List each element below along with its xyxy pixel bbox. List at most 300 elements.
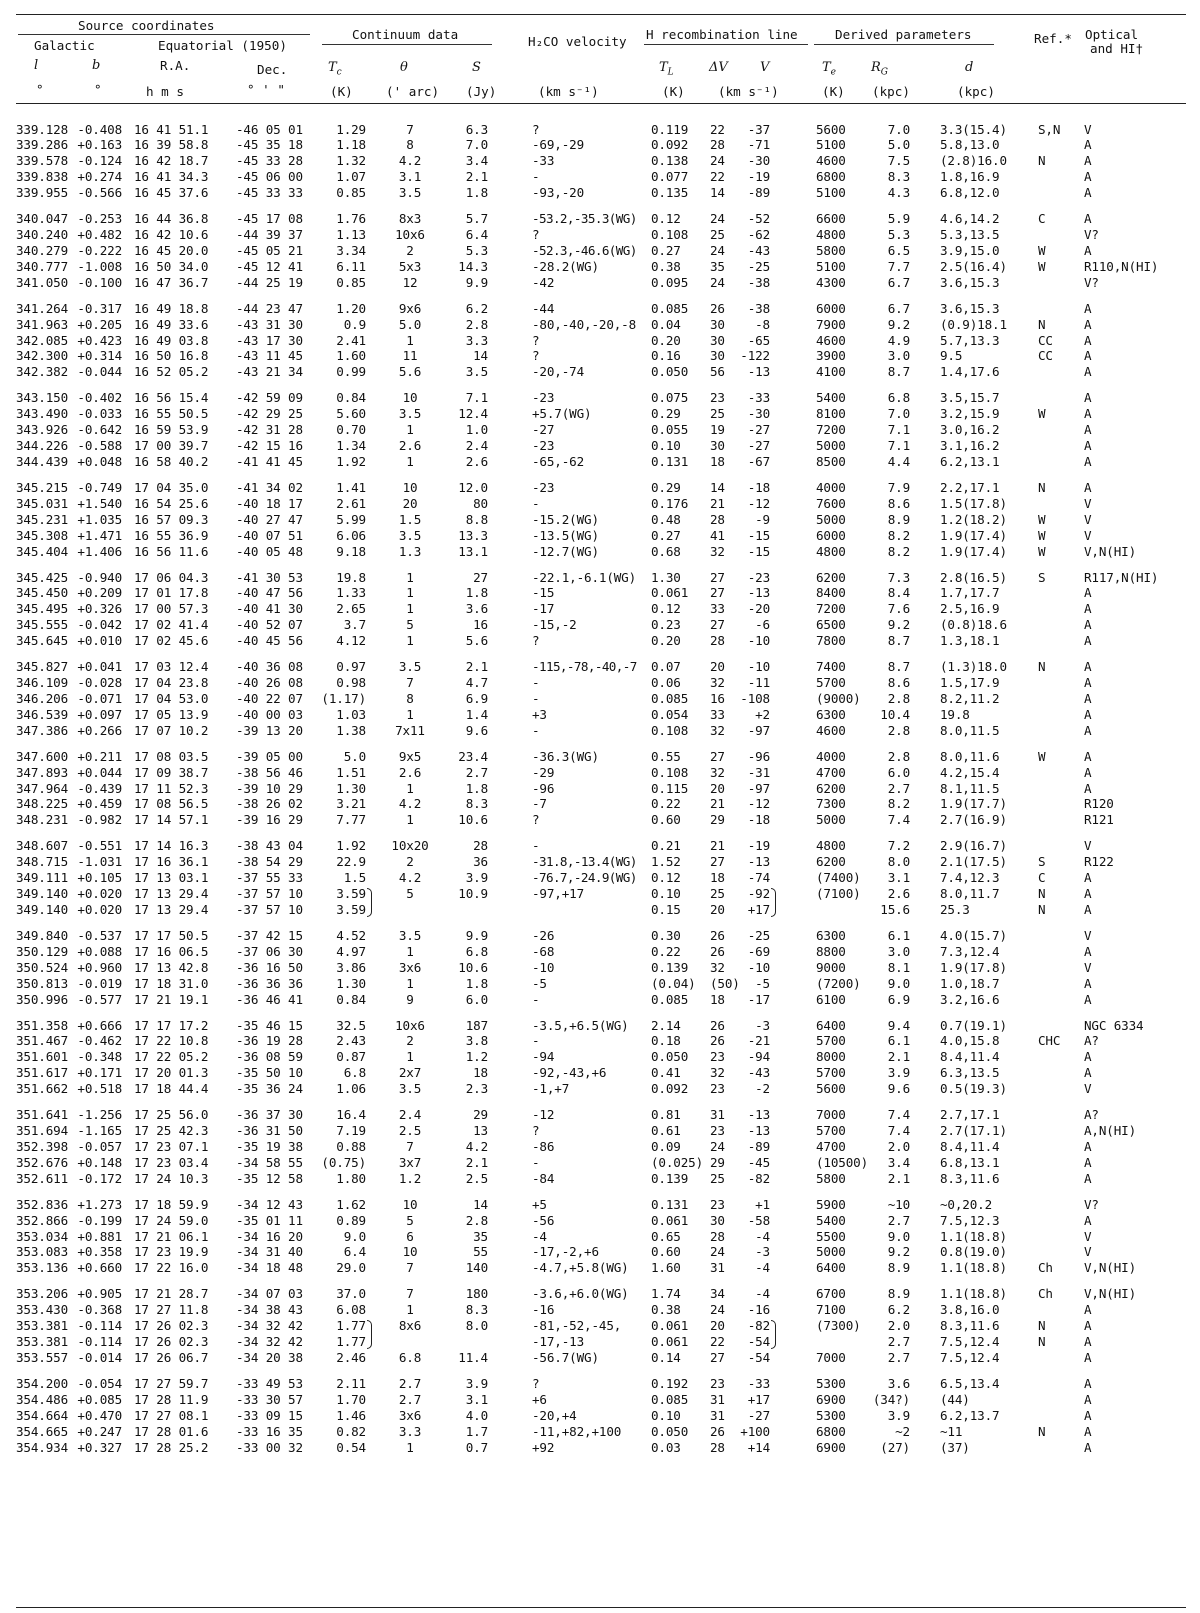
cell-optical: A: [1084, 780, 1092, 796]
cell-ra: 17 22 05.2: [134, 1049, 209, 1065]
cell-b: +0.171: [77, 1065, 122, 1081]
header-symbol-dv-main: ΔV: [709, 60, 728, 75]
cell-l: 343.490: [16, 406, 69, 422]
cell-l: 349.140: [16, 901, 69, 917]
cell-v: -31: [747, 764, 770, 780]
cell-dv: 26: [710, 1033, 725, 1049]
cell-dv: 41: [710, 527, 725, 543]
cell-ref: W: [1038, 242, 1046, 258]
cell-theta: 3.5: [398, 1081, 422, 1097]
cell-rg: 6.1: [887, 1033, 910, 1049]
cell-h2co: -97,+17: [532, 886, 585, 901]
cell-v: -10: [747, 633, 770, 649]
cell-te: 5600: [816, 1081, 846, 1097]
cell-rg: 2.8: [887, 722, 910, 738]
header-symbol-theta-main: θ: [400, 60, 408, 75]
cell-tl: 1.74: [651, 1286, 681, 1302]
cell-tc: 0.97: [336, 659, 366, 675]
cell-h2co: -86: [532, 1138, 555, 1154]
cell-optical: A: [1084, 1407, 1092, 1423]
cell-rg: ~2: [895, 1423, 910, 1439]
cell-dec: -42 29 25: [236, 406, 303, 422]
cell-tl: 0.119: [651, 121, 689, 137]
cell-rg: 2.8: [887, 748, 910, 764]
cell-rg: 9.2: [887, 617, 910, 633]
cell-dv: 30: [710, 316, 725, 332]
cell-dec: -43 21 34: [236, 364, 303, 380]
cell-dv: 34: [710, 1286, 725, 1302]
cell-v: -97: [747, 780, 770, 796]
cell-s: 6.3: [465, 121, 488, 137]
cell-h2co: +92: [532, 1439, 555, 1455]
cell-h2co: -20,+4: [532, 1407, 577, 1423]
cell-theta: 5: [406, 617, 414, 633]
cell-dec: -36 46 41: [236, 991, 303, 1007]
cell-tc: 9.18: [336, 543, 366, 559]
cell-rg: 5.9: [887, 211, 910, 227]
header-symbol-tc-main: T: [328, 60, 337, 75]
cell-theta: 5.6: [398, 364, 422, 380]
header-symbol-b-main: b: [92, 58, 101, 73]
cell-b: -1.256: [77, 1107, 122, 1123]
cell-tl: 0.108: [651, 722, 689, 738]
cell-te: 6000: [816, 300, 846, 316]
cell-d: 4.0,15.8: [940, 1033, 1000, 1049]
cell-h2co: -17,-2,+6: [532, 1244, 599, 1260]
cell-theta: 3.5: [398, 185, 422, 201]
cell-dec: -40 41 30: [236, 601, 303, 617]
cell-s: 10.6: [458, 959, 488, 975]
cell-l: 339.955: [16, 185, 69, 201]
cell-theta: 9x6: [398, 300, 422, 316]
cell-rg: 2.1: [887, 1170, 910, 1186]
cell-h2co: -: [532, 722, 540, 738]
cell-tl: 0.050: [651, 1423, 689, 1439]
cell-l: 353.206: [16, 1286, 69, 1302]
cell-optical: A: [1084, 975, 1092, 991]
cell-l: 354.934: [16, 1439, 69, 1455]
cell-rg: 8.1: [887, 959, 910, 975]
cell-ra: 16 47 36.7: [134, 274, 209, 290]
cell-rg: 7.0: [887, 121, 910, 137]
cell-d: 1.7,17.7: [940, 585, 1000, 601]
cell-ra: 16 50 16.8: [134, 348, 209, 364]
cell-s: 29: [473, 1107, 488, 1123]
cell-theta: 1: [406, 569, 414, 585]
header-symbol-l: [34, 58, 38, 73]
cell-theta: 5x3: [398, 258, 422, 274]
cell-s: 3.8: [465, 1033, 488, 1049]
cell-d: 3.5,15.7: [940, 390, 1000, 406]
cell-tl: 0.81: [651, 1107, 681, 1123]
cell-b: -0.749: [77, 479, 122, 495]
cell-s: 2.8: [465, 316, 488, 332]
cell-b: -0.402: [77, 390, 122, 406]
cell-s: 2.6: [465, 453, 488, 469]
cell-l: 352.398: [16, 1138, 69, 1154]
cell-s: 7.0: [465, 137, 488, 153]
cell-l: 345.031: [16, 495, 69, 511]
cell-l: 341.050: [16, 274, 69, 290]
cell-l: 350.813: [16, 975, 69, 991]
cell-dv: 31: [710, 1107, 725, 1123]
cell-tl: 0.077: [651, 169, 689, 185]
cell-optical: A: [1084, 886, 1092, 901]
cell-ra: 17 22 16.0: [134, 1260, 209, 1276]
cell-tl: 2.14: [651, 1017, 681, 1033]
underline-continuum: [322, 44, 492, 45]
underline-derived: [814, 44, 994, 45]
cell-v: -4: [755, 1228, 770, 1244]
cell-tl: 0.20: [651, 332, 681, 348]
cell-ref: S: [1038, 854, 1046, 870]
cell-rg: 4.4: [887, 453, 910, 469]
cell-d: 5.3,13.5: [940, 227, 1000, 242]
cell-rg: 7.4: [887, 812, 910, 828]
cell-b: +0.247: [77, 1423, 122, 1439]
cell-ra: 17 26 06.7: [134, 1349, 209, 1365]
cell-dec: -43 17 30: [236, 332, 303, 348]
cell-ra: 17 13 03.1: [134, 870, 209, 886]
cell-optical: V: [1084, 1244, 1092, 1260]
cell-b: +0.105: [77, 870, 122, 886]
cell-theta: 5: [406, 1212, 414, 1228]
cell-optical: A: [1084, 453, 1092, 469]
cell-ra: 16 42 18.7: [134, 153, 209, 169]
cell-b: -0.199: [77, 1212, 122, 1228]
cell-te: 3900: [816, 348, 846, 364]
cell-s: 8.3: [465, 796, 488, 812]
cell-dv: 18: [710, 870, 725, 886]
cell-d: 1.5(17.8): [940, 495, 1007, 511]
cell-v: -37: [747, 121, 770, 137]
cell-te: 6900: [816, 1439, 846, 1455]
cell-te: 6600: [816, 211, 846, 227]
cell-s: 2.7: [465, 764, 488, 780]
cell-te: 8800: [816, 943, 846, 959]
cell-v: -52: [747, 211, 770, 227]
cell-l: 340.240: [16, 227, 69, 242]
cell-dv: 23: [710, 390, 725, 406]
cell-optical: A: [1084, 901, 1092, 917]
cell-tc: 1.80: [336, 1170, 366, 1186]
cell-optical: A: [1084, 675, 1092, 690]
cell-tc: 1.60: [336, 348, 366, 364]
cell-theta: 2.7: [398, 1391, 422, 1407]
cell-h2co: -42: [532, 274, 555, 290]
cell-rg: 2.8: [887, 690, 910, 706]
cell-optical: A: [1084, 169, 1092, 185]
cell-theta: 8x6: [398, 1318, 422, 1334]
cell-dec: -45 33 28: [236, 153, 303, 169]
cell-ra: 17 27 11.8: [134, 1302, 209, 1318]
cell-dv: 30: [710, 438, 725, 453]
cell-d: 2.7,17.1: [940, 1107, 1000, 1123]
cell-ref: CC: [1038, 348, 1053, 364]
cell-optical: NGC 6334: [1084, 1017, 1144, 1033]
cell-v: -13: [747, 854, 770, 870]
cell-dec: -39 16 29: [236, 812, 303, 828]
cell-ra: 17 16 36.1: [134, 854, 209, 870]
cell-optical: A: [1084, 1349, 1092, 1365]
cell-te: 7300: [816, 796, 846, 812]
cell-optical: A: [1084, 316, 1092, 332]
cell-h2co: -31.8,-13.4(WG): [532, 854, 637, 870]
cell-dec: -33 16 35: [236, 1423, 303, 1439]
cell-tl: 0.12: [651, 870, 681, 886]
cell-h2co: -13.5(WG): [532, 527, 599, 543]
cell-h2co: ?: [532, 812, 540, 828]
cell-rg: 8.9: [887, 1260, 910, 1276]
cell-h2co: -27: [532, 422, 555, 438]
cell-d: 6.3,13.5: [940, 1065, 1000, 1081]
cell-b: +0.660: [77, 1260, 122, 1276]
cell-te: 5100: [816, 137, 846, 153]
cell-v: +100: [740, 1423, 770, 1439]
cell-optical: V: [1084, 1081, 1092, 1097]
cell-h2co: -115,-78,-40,-7: [532, 659, 637, 675]
cell-b: +0.088: [77, 943, 122, 959]
cell-dec: -34 16 20: [236, 1228, 303, 1244]
cell-l: 345.495: [16, 601, 69, 617]
cell-ra: 17 08 03.5: [134, 748, 209, 764]
cell-dec: -37 57 10: [236, 901, 303, 917]
cell-ra: 17 04 23.8: [134, 675, 209, 690]
cell-b: +1.273: [77, 1196, 122, 1212]
header-unit-tl: (K): [662, 84, 685, 99]
cell-tl: 0.04: [651, 316, 681, 332]
cell-tc: 1.34: [336, 438, 366, 453]
cell-l: 349.111: [16, 870, 69, 886]
cell-s: 6.4: [465, 227, 488, 242]
cell-h2co: ?: [532, 1375, 540, 1391]
cell-ra: 17 01 17.8: [134, 585, 209, 601]
cell-rg: (27): [880, 1439, 910, 1455]
cell-b: -0.642: [77, 422, 122, 438]
cell-ref: Ch: [1038, 1286, 1053, 1302]
cell-theta: 1: [406, 1439, 414, 1455]
cell-s: 6.2: [465, 300, 488, 316]
cell-dec: -43 11 45: [236, 348, 303, 364]
cell-tl: 0.61: [651, 1123, 681, 1138]
cell-rg: 7.6: [887, 601, 910, 617]
cell-h2co: -7: [532, 796, 547, 812]
cell-b: -0.566: [77, 185, 122, 201]
cell-s: 8.3: [465, 1302, 488, 1318]
cell-b: -0.044: [77, 364, 122, 380]
cell-te: 6800: [816, 169, 846, 185]
cell-te: 4100: [816, 364, 846, 380]
cell-l: 349.140: [16, 886, 69, 901]
cell-theta: 7: [406, 675, 414, 690]
cell-optical: A: [1084, 870, 1092, 886]
cell-v: -38: [747, 300, 770, 316]
cell-ref: W: [1038, 748, 1046, 764]
cell-ra: 16 54 25.6: [134, 495, 209, 511]
cell-dv: 22: [710, 1334, 725, 1349]
cell-h2co: -56.7(WG): [532, 1349, 599, 1365]
cell-theta: 8x3: [398, 211, 422, 227]
cell-rg: 7.4: [887, 1107, 910, 1123]
cell-b: +0.209: [77, 585, 122, 601]
cell-ra: 17 25 42.3: [134, 1123, 209, 1138]
cell-h2co: -96: [532, 780, 555, 796]
cell-rg: 8.7: [887, 633, 910, 649]
cell-te: 4300: [816, 274, 846, 290]
cell-h2co: -22.1,-6.1(WG): [532, 569, 637, 585]
cell-dv: 21: [710, 838, 725, 854]
cell-rg: 3.6: [887, 1375, 910, 1391]
cell-tc: 1.62: [336, 1196, 366, 1212]
cell-v: -108: [740, 690, 770, 706]
cell-l: 349.840: [16, 927, 69, 943]
cell-b: -0.071: [77, 690, 122, 706]
cell-h2co: +5: [532, 1196, 547, 1212]
cell-dec: -40 00 03: [236, 706, 303, 722]
cell-v: -13: [747, 1107, 770, 1123]
cell-te: 5000: [816, 511, 846, 527]
cell-tc: 2.41: [336, 332, 366, 348]
cell-l: 345.645: [16, 633, 69, 649]
cell-optical: A: [1084, 1138, 1092, 1154]
cell-tl: 0.60: [651, 1244, 681, 1260]
cell-h2co: -3.6,+6.0(WG): [532, 1286, 629, 1302]
cell-ref: CC: [1038, 332, 1053, 348]
cell-theta: 3.5: [398, 659, 422, 675]
cell-theta: 1: [406, 422, 414, 438]
cell-s: 2.3: [465, 1081, 488, 1097]
cell-ref: Ch: [1038, 1260, 1053, 1276]
cell-dec: -45 33 33: [236, 185, 303, 201]
cell-h2co: -1,+7: [532, 1081, 570, 1097]
cell-d: 4.6,14.2: [940, 211, 1000, 227]
cell-h2co: -44: [532, 300, 555, 316]
cell-tc: 1.70: [336, 1391, 366, 1407]
cell-optical: A: [1084, 1439, 1092, 1455]
cell-te: 7900: [816, 316, 846, 332]
cell-dv: 22: [710, 121, 725, 137]
cell-theta: 10: [402, 390, 418, 406]
cell-optical: A: [1084, 1375, 1092, 1391]
header-unit-theta: (' arc): [386, 84, 440, 99]
cell-tl: 0.20: [651, 633, 681, 649]
cell-d: 2.2,17.1: [940, 479, 1000, 495]
cell-l: 341.264: [16, 300, 69, 316]
cell-l: 352.676: [16, 1154, 69, 1170]
cell-v: -27: [747, 1407, 770, 1423]
cell-optical: V,N(HI): [1084, 543, 1137, 559]
cell-theta: 3x6: [398, 959, 422, 975]
cell-tl: 0.60: [651, 812, 681, 828]
header-source-coordinates: Source coordinates: [78, 18, 215, 33]
cell-b: +1.540: [77, 495, 122, 511]
cell-tc: 1.13: [336, 227, 366, 242]
cell-rg: 7.2: [887, 838, 910, 854]
cell-d: ~11: [940, 1423, 963, 1439]
cell-ra: 17 26 02.3: [134, 1318, 209, 1334]
cell-d: (44): [940, 1391, 970, 1407]
cell-ra: 17 04 35.0: [134, 479, 209, 495]
cell-rg: 9.2: [887, 316, 910, 332]
header-unit-tc: (K): [330, 84, 353, 99]
cell-te: 6400: [816, 1017, 846, 1033]
cell-optical: A: [1084, 764, 1092, 780]
cell-dv: 30: [710, 332, 725, 348]
cell-dec: -37 55 33: [236, 870, 303, 886]
cell-ra: 17 18 44.4: [134, 1081, 209, 1097]
cell-ra: 16 55 36.9: [134, 527, 209, 543]
header-symbol-tl: [659, 60, 674, 81]
cell-tc: 2.65: [336, 601, 366, 617]
cell-ref: N: [1038, 316, 1046, 332]
cell-tl: 0.055: [651, 422, 689, 438]
cell-te: 4800: [816, 227, 846, 242]
header-symbol-rg-main: R: [871, 60, 881, 75]
cell-te: 6200: [816, 780, 846, 796]
header-unit-d: (kpc): [957, 84, 995, 99]
cell-ra: 17 21 06.1: [134, 1228, 209, 1244]
header-symbol-dv: [709, 60, 728, 75]
cell-l: 352.866: [16, 1212, 69, 1228]
cell-h2co: -: [532, 675, 540, 690]
cell-ref: C: [1038, 870, 1046, 886]
cell-ra: 17 06 04.3: [134, 569, 209, 585]
header-ref: Ref.*: [1034, 31, 1072, 46]
cell-h2co: -: [532, 838, 540, 854]
cell-optical: A: [1084, 1318, 1092, 1334]
cell-tc: 1.38: [336, 722, 366, 738]
cell-h2co: -: [532, 1154, 540, 1170]
cell-tl: 0.22: [651, 796, 681, 812]
cell-rg: 3.0: [887, 943, 910, 959]
cell-tl: 0.075: [651, 390, 689, 406]
cell-ra: 16 50 34.0: [134, 258, 209, 274]
cell-dec: -35 46 15: [236, 1017, 303, 1033]
cell-d: (1.3)18.0: [940, 659, 1007, 675]
cell-tl: 0.27: [651, 242, 681, 258]
cell-s: 10.9: [458, 886, 488, 901]
cell-tl: 0.15: [651, 901, 681, 917]
cell-te: 8100: [816, 406, 846, 422]
cell-optical: V: [1084, 838, 1092, 854]
cell-tc: 1.77: [336, 1318, 366, 1334]
cell-l: 353.034: [16, 1228, 69, 1244]
cell-tl: 0.138: [651, 153, 689, 169]
cell-d: 1.9(17.8): [940, 959, 1007, 975]
cell-optical: A: [1084, 1391, 1092, 1407]
cell-theta: 3.5: [398, 927, 422, 943]
cell-dec: -34 31 40: [236, 1244, 303, 1260]
cell-s: 2.1: [465, 659, 488, 675]
cell-b: -0.019: [77, 975, 122, 991]
header-continuum: Continuum data: [352, 27, 459, 42]
cell-s: 14: [473, 348, 488, 364]
cell-v: -89: [747, 1138, 770, 1154]
cell-dv: 20: [710, 901, 725, 917]
cell-b: +0.314: [77, 348, 122, 364]
cell-rg: 8.7: [887, 659, 910, 675]
cell-dv: 26: [710, 1017, 725, 1033]
cell-h2co: -17,-13: [532, 1334, 585, 1349]
header-symbol-theta: [400, 60, 408, 75]
cell-b: +1.406: [77, 543, 122, 559]
cell-ref: S: [1038, 569, 1046, 585]
cell-s: 9.9: [465, 274, 488, 290]
cell-tl: 0.23: [651, 617, 681, 633]
cell-theta: 1: [406, 1302, 414, 1318]
cell-tl: 0.65: [651, 1228, 681, 1244]
cell-l: 351.601: [16, 1049, 69, 1065]
